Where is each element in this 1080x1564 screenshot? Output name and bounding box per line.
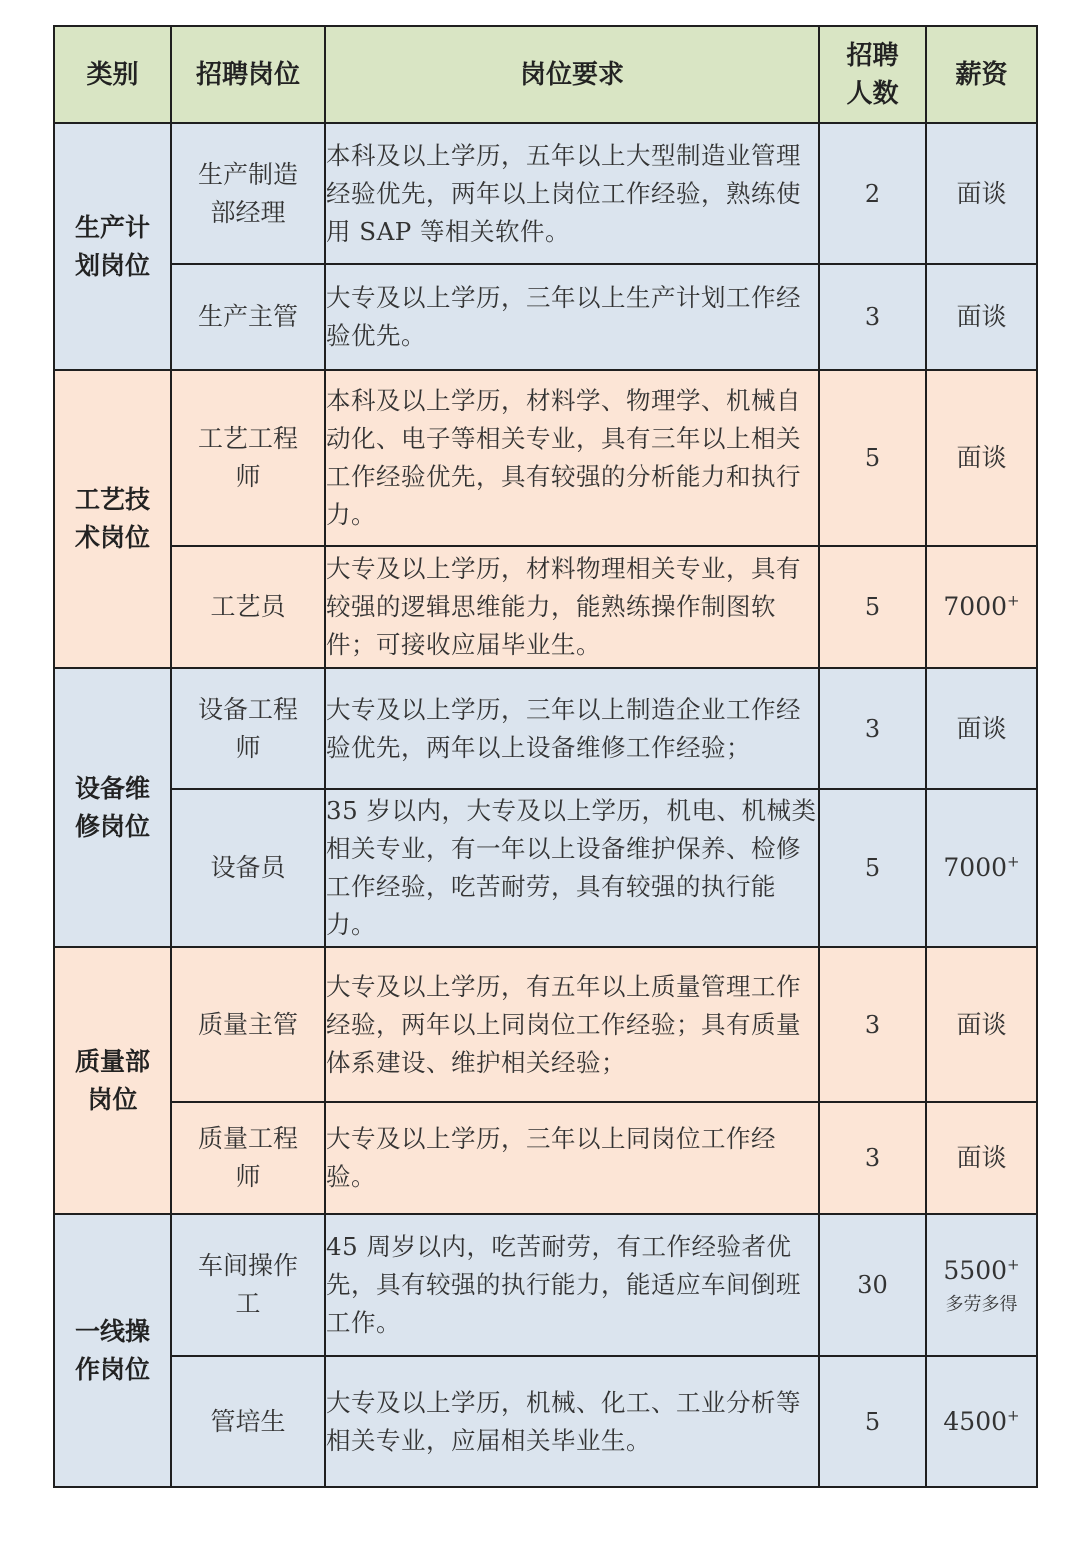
salary-cell	[926, 1356, 1037, 1487]
category-cell	[54, 668, 171, 947]
header-category: 类别	[54, 26, 171, 123]
position-cell	[171, 1102, 325, 1214]
table-row	[54, 668, 1037, 789]
headcount-cell: 5	[819, 789, 926, 947]
table-row	[54, 370, 1037, 546]
table-row	[54, 1102, 1037, 1214]
requirements-cell: 45 周岁以内，吃苦耐劳，有工作经验者优先，具有较强的执行能力，能适应车间倒班工作。	[325, 1214, 819, 1356]
requirements-cell: 大专及以上学历，机械、化工、工业分析等相关专业，应届相关毕业生。	[325, 1356, 819, 1487]
salary-plus: +	[1007, 591, 1020, 610]
headcount-cell: 5	[819, 546, 926, 668]
salary-cell: 面谈	[926, 123, 1037, 264]
salary-cell: 面谈	[926, 264, 1037, 370]
salary-cell: 面谈	[926, 668, 1037, 789]
table-row	[54, 264, 1037, 370]
salary-value: 5500	[943, 1256, 1008, 1285]
salary-cell	[926, 1214, 1037, 1356]
headcount-cell: 5	[819, 370, 926, 546]
table-row	[54, 1356, 1037, 1487]
position-cell	[171, 668, 325, 789]
requirements-cell: 大专及以上学历，三年以上制造企业工作经验优先，两年以上设备维修工作经验；	[325, 668, 819, 789]
recruitment-table	[53, 25, 1038, 1488]
header-headcount-text: 招聘人数	[846, 40, 899, 109]
headcount-cell: 3	[819, 947, 926, 1102]
table-row	[54, 947, 1037, 1102]
position-cell	[171, 370, 325, 546]
salary-plus: +	[1007, 852, 1020, 871]
requirements-cell: 本科及以上学历，五年以上大型制造业管理经验优先，两年以上岗位工作经验，熟练使用 SAP 等相关软件。	[325, 123, 819, 264]
salary-cell	[926, 789, 1037, 947]
salary-plus: +	[1007, 1406, 1020, 1425]
salary-plus: +	[1007, 1255, 1020, 1274]
category-cell	[54, 370, 171, 668]
requirements-cell: 大专及以上学历，三年以上同岗位工作经验。	[325, 1102, 819, 1214]
category-cell	[54, 1214, 171, 1487]
position-name: 车间操作工	[197, 1251, 298, 1318]
category-name: 质量部岗位	[74, 1046, 150, 1114]
position-name: 设备工程师	[197, 694, 298, 762]
position-name: 工艺工程师	[197, 424, 298, 491]
category-cell	[54, 123, 171, 370]
headcount-cell: 3	[819, 668, 926, 789]
salary-value: 7000	[943, 853, 1008, 882]
salary-value: 7000	[943, 592, 1008, 621]
table-row	[54, 1214, 1037, 1356]
position-cell	[171, 1214, 325, 1356]
category-name: 工艺技术岗位	[74, 485, 150, 552]
salary-cell: 面谈	[926, 947, 1037, 1102]
header-requirements: 岗位要求	[325, 26, 819, 123]
headcount-cell: 5	[819, 1356, 926, 1487]
requirements-cell: 本科及以上学历，材料学、物理学、机械自动化、电子等相关专业，具有三年以上相关工作经验优先，具有较强的分析能力和执行力。	[325, 370, 819, 546]
salary-cell	[926, 546, 1037, 668]
category-cell	[54, 947, 171, 1214]
category-name: 设备维修岗位	[74, 773, 150, 841]
position-name: 生产制造部经理	[197, 159, 298, 227]
position-cell: 设备员	[171, 789, 325, 947]
category-name: 生产计划岗位	[74, 212, 150, 280]
position-name: 质量工程师	[197, 1124, 298, 1191]
table-row	[54, 123, 1037, 264]
requirements-cell: 大专及以上学历，材料物理相关专业，具有较强的逻辑思维能力，能熟练操作制图软件；可接收应届毕业生。	[325, 546, 819, 668]
position-cell: 工艺员	[171, 546, 325, 668]
salary-cell: 面谈	[926, 370, 1037, 546]
header-salary: 薪资	[926, 26, 1037, 123]
requirements-cell: 大专及以上学历，三年以上生产计划工作经验优先。	[325, 264, 819, 370]
table-row	[54, 546, 1037, 668]
position-cell	[171, 123, 325, 264]
position-cell: 生产主管	[171, 264, 325, 370]
table-row	[54, 789, 1037, 947]
position-cell: 管培生	[171, 1356, 325, 1487]
position-cell: 质量主管	[171, 947, 325, 1102]
headcount-cell: 3	[819, 264, 926, 370]
header-row	[54, 26, 1037, 123]
salary-value: 4500	[943, 1406, 1008, 1436]
requirements-cell: 大专及以上学历，有五年以上质量管理工作经验，两年以上同岗位工作经验；具有质量体系建设、维护相关经验；	[325, 947, 819, 1102]
requirements-cell: 35 岁以内，大专及以上学历，机电、机械类相关专业，有一年以上设备维护保养、检修工作经验，吃苦耐劳，具有较强的执行能力。	[325, 789, 819, 947]
headcount-cell: 2	[819, 123, 926, 264]
headcount-cell: 30	[819, 1214, 926, 1356]
salary-cell: 面谈	[926, 1102, 1037, 1214]
header-position: 招聘岗位	[171, 26, 325, 123]
salary-note: 多劳多得	[945, 1294, 1018, 1315]
category-name: 一线操作岗位	[74, 1316, 150, 1384]
header-headcount	[819, 26, 926, 123]
headcount-cell: 3	[819, 1102, 926, 1214]
